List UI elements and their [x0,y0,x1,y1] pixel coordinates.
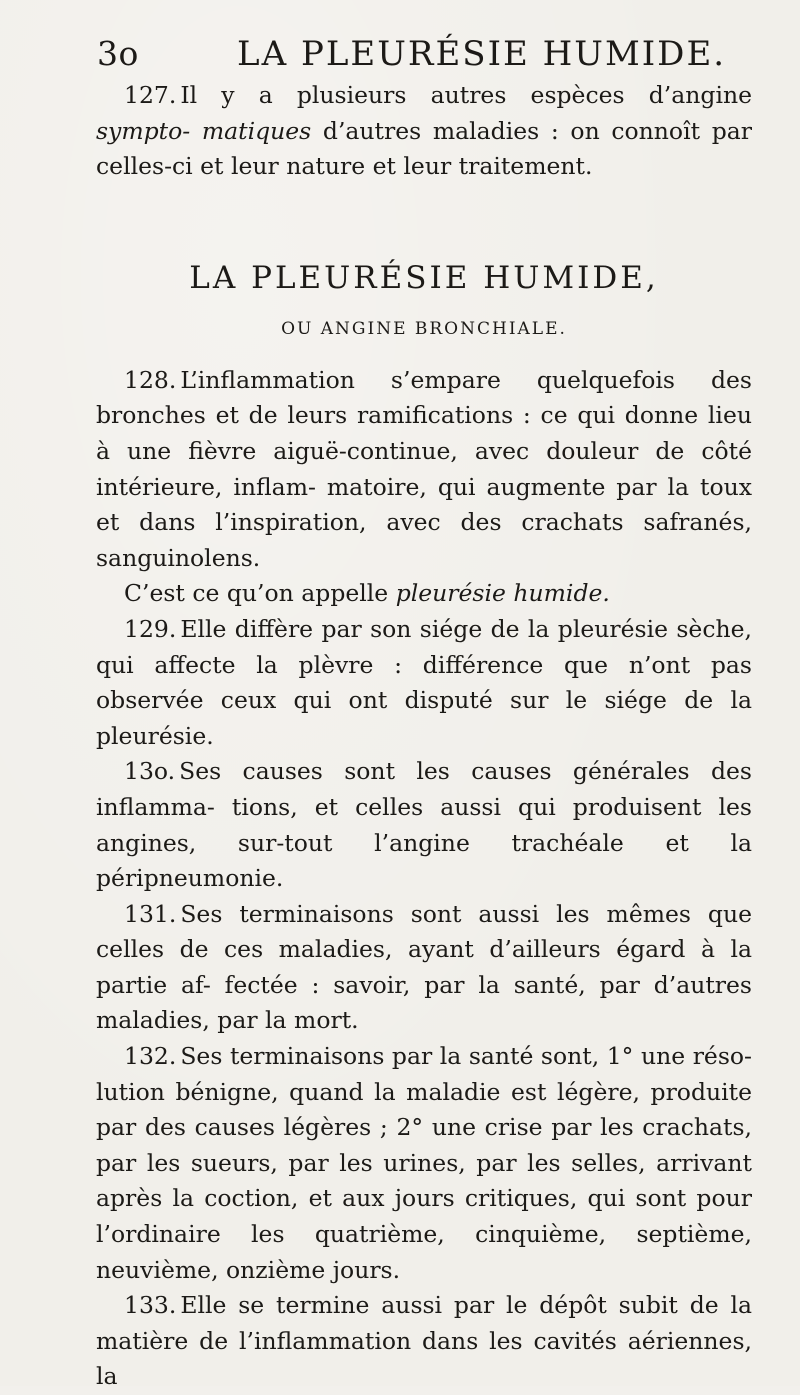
paragraph-text: Ses causes sont les causes générales des inflamma- tions, et celles aussi qui produisent les angines, sur-tout l’angine trachéale et la péripneumonie. [96,757,752,893]
running-title: LA PLEURÉSIE HUMIDE. [237,34,727,74]
paragraph-text: Elle se termine aussi par le dépôt subit de la matière de l’inflammation dans les cavités aériennes, la [96,1291,752,1391]
paragraphs-after-heading [96,363,752,1395]
paragraph [96,754,752,896]
paragraph-number: 133. [124,1291,177,1320]
running-header [97,34,747,74]
paragraph [96,78,752,185]
paragraph-number: 128. [124,365,177,394]
paragraph-text: Ses terminaisons par la santé sont, 1° une réso- lution bénigne, quand la maladie est légère, produite par des causes légères ; 2° une crise par les crachats, par les sueurs, par les urines, par les selles, arrivant après la coction, et aux jours critiques, qui sont pour l’ordinaire les quatrième, cinquième, septième, neuvième, onzième jours. [96,1042,752,1284]
paragraph [96,612,752,754]
paragraph [96,1039,752,1288]
paragraph-number: 129. [124,614,177,643]
paragraph [96,363,752,577]
paragraph-number: 127. [124,81,177,109]
paragraph-text: C’est ce qu’on appelle [124,579,396,608]
section-heading [96,258,752,341]
paragraph-text: d’autres maladies : on connoît par celles-ci et leur nature et leur traitement. [96,116,752,181]
italic-text: sympto- matiques [96,116,312,145]
section-title: LA PLEURÉSIE HUMIDE, [189,259,659,296]
paragraph-number: 132. [124,1042,177,1071]
section-subtitle: OU ANGINE BRONCHIALE. [281,318,567,339]
paragraph-number: 13o. [124,757,176,786]
paragraph [96,897,752,1039]
page-number: 3o [97,34,139,73]
italic-text: pleurésie humide. [395,579,610,608]
paragraph [96,576,752,612]
paragraphs-before-heading [96,78,752,185]
paragraph-number: 131. [124,899,177,928]
paragraph [96,1288,752,1395]
paragraph-text: Il y a plusieurs autres espèces d’angine [180,81,752,109]
paragraph-text: Ses terminaisons sont aussi les mêmes que celles de ces maladies, ayant d’ailleurs égard à la partie af- fectée : savoir, par la santé, par d’autres maladies, par la mort. [96,899,752,1035]
paragraph-text: Elle diffère par son siége de la pleurésie sèche, qui affecte la plèvre : différence que n’ont pas observée ceux qui ont disputé sur le siége de la pleurésie. [96,614,752,750]
paragraph-text: L’inflammation s’empare quelquefois des bronches et de leurs ramifications : ce qui donne lieu à une fièvre aiguë-continue, avec douleur de côté intérieure, inflam- matoire, qui augmente par la toux et dans l’inspiration, avec des crachats safranés, sanguinolens. [96,365,752,572]
text-block [96,78,752,1395]
